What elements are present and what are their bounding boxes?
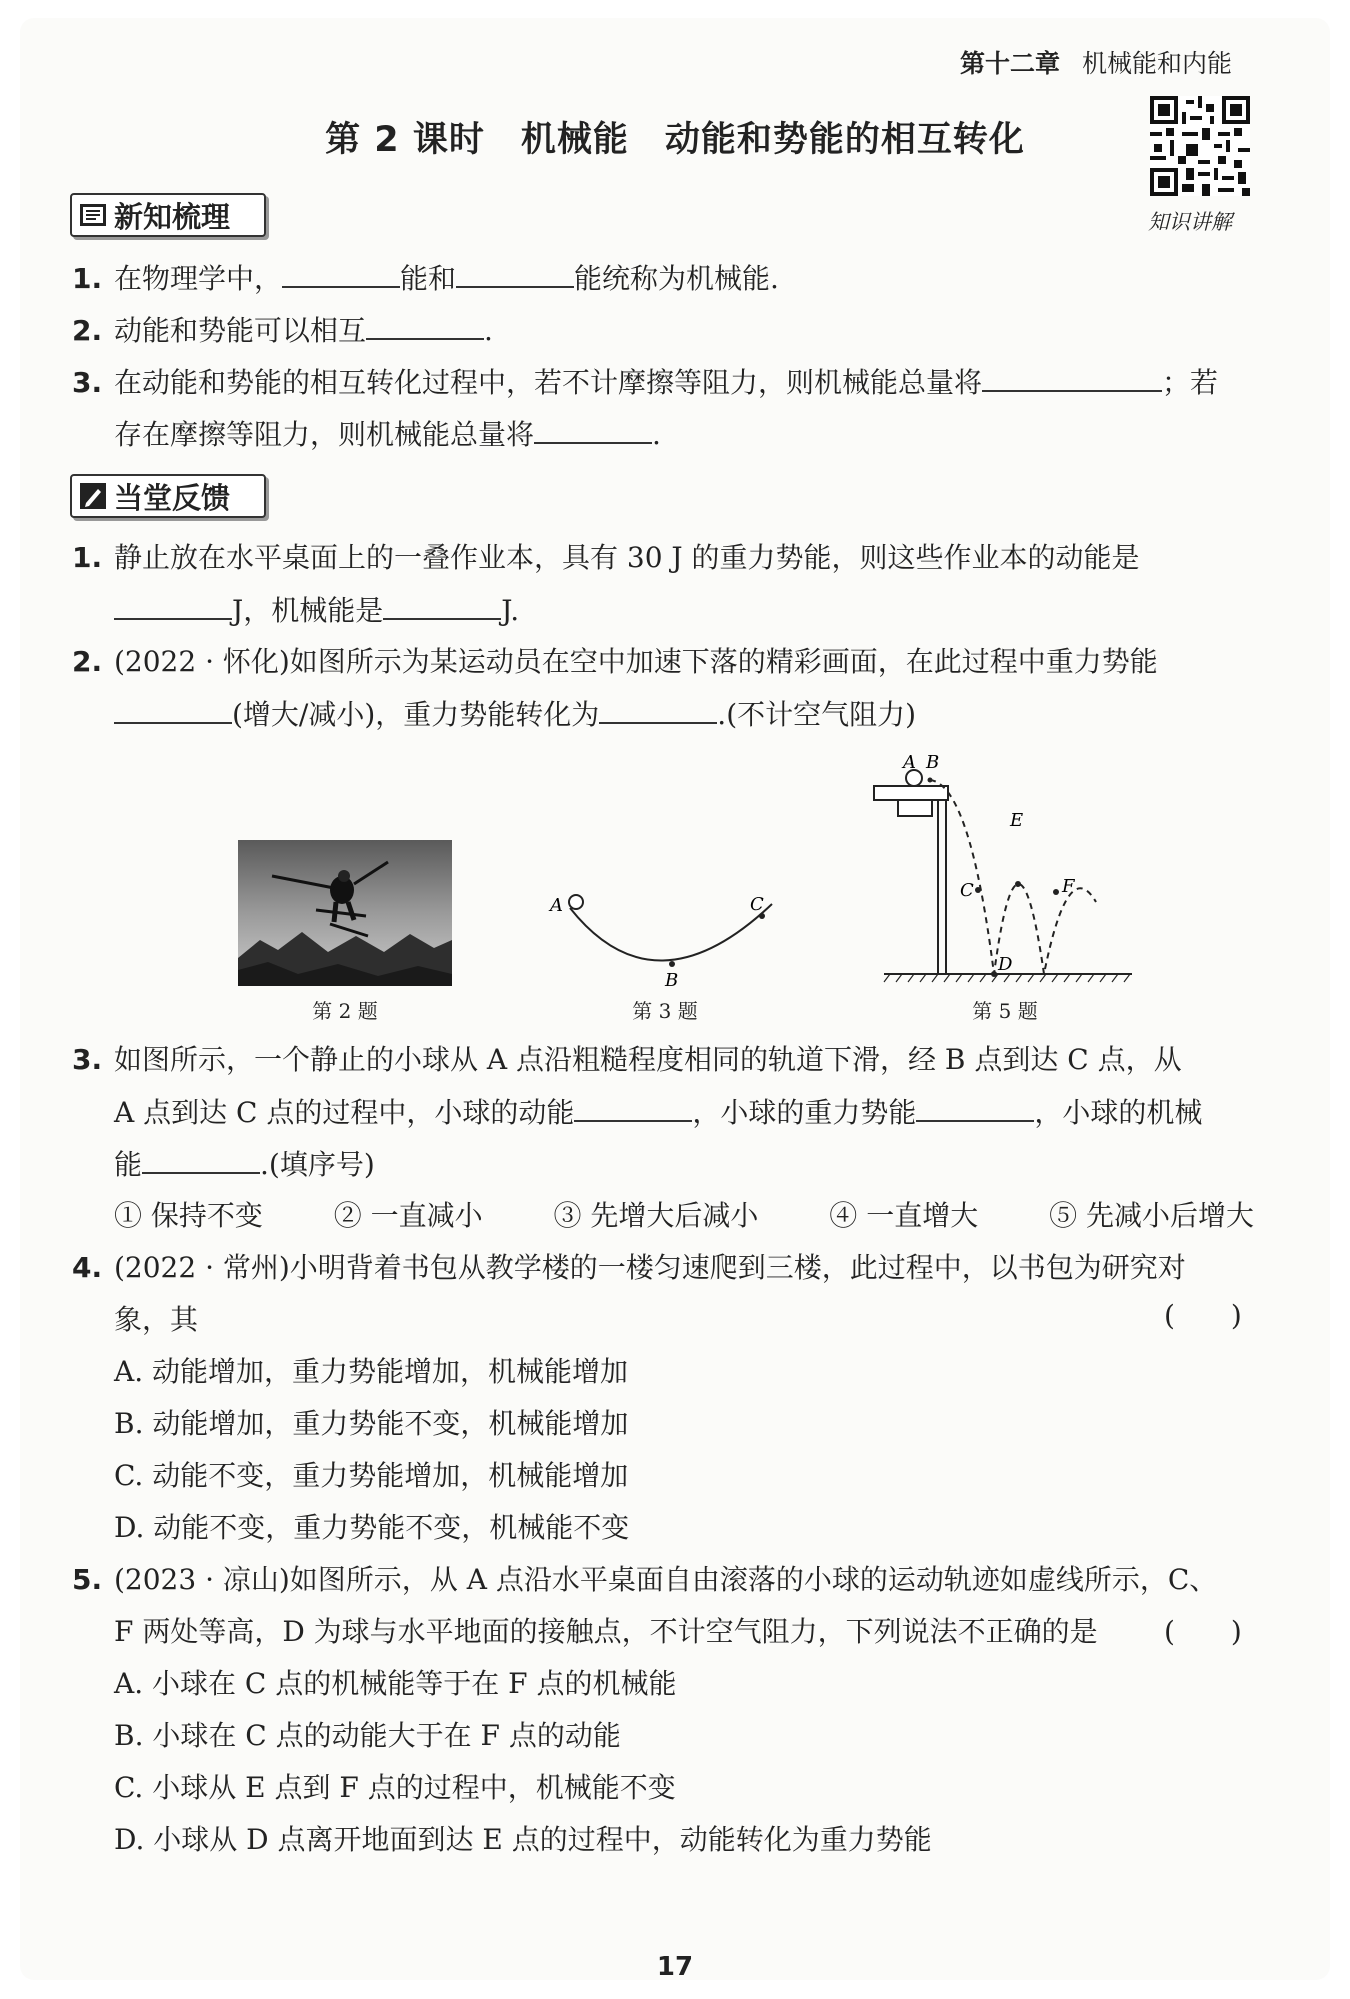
s1-item-3-cont <box>114 414 661 455</box>
answer-blank[interactable] <box>574 1092 692 1122</box>
choice-b[interactable]: B. 动能增加，重力势能不变，机械能增加 <box>114 1407 629 1440</box>
section-label: 新知梳理 <box>114 199 231 234</box>
question-number: 3. <box>72 1043 103 1076</box>
question-text: .(不计空气阻力) <box>717 698 917 731</box>
point-label: A <box>903 752 916 773</box>
chapter-number: 第十二章 <box>960 49 1061 78</box>
item-text: 在动能和势能的相互转化过程中，若不计摩擦等阻力，则机械能总量将 <box>114 366 983 399</box>
item-text: 能统称为机械能. <box>574 262 779 295</box>
qr-code-icon <box>1150 96 1250 196</box>
question-number: 5. <box>72 1563 103 1596</box>
chapter-header <box>960 44 1232 80</box>
option: ① 保持不变 <box>114 1199 263 1232</box>
answer-blank[interactable] <box>599 694 717 724</box>
q1-line-1 <box>72 538 1140 578</box>
answer-blank[interactable] <box>982 362 1162 392</box>
option: ⑤ 先减小后增大 <box>1049 1199 1254 1232</box>
question-number: 1. <box>72 541 103 574</box>
item-number: 1. <box>72 262 103 295</box>
figure-3-track <box>540 880 800 990</box>
q4-line-1 <box>72 1248 1186 1288</box>
option: ③ 先增大后减小 <box>553 1199 759 1232</box>
figure-2-skier-photo <box>238 840 452 986</box>
question-text: (增大/减小)，重力势能转化为 <box>232 698 600 731</box>
answer-parentheses[interactable]: ( ) <box>1164 1615 1242 1648</box>
point-label: E <box>1010 810 1024 831</box>
pencil-note-icon <box>78 481 108 511</box>
question-text: F 两处等高，D 为球与水平地面的接触点，不计空气阻力，下列说法不正确的是 <box>114 1615 1098 1648</box>
choice-c[interactable]: C. 动能不变，重力势能增加，机械能增加 <box>114 1459 629 1492</box>
choice-a[interactable]: A. 小球在 C 点的机械能等于在 F 点的机械能 <box>114 1667 677 1700</box>
figure-3-caption: 第 3 题 <box>632 999 698 1023</box>
question-text: (2023 · 凉山)如图所示，从 A 点沿水平桌面自由滚落的小球的运动轨迹如虚线所示，C、 <box>114 1563 1218 1596</box>
s1-item-2 <box>72 310 493 351</box>
item-text: 在物理学中， <box>114 262 283 295</box>
item-text: 动能和势能可以相互 <box>114 314 367 347</box>
question-number: 4. <box>72 1251 103 1284</box>
answer-blank[interactable] <box>916 1092 1034 1122</box>
question-text: A 点到达 C 点的过程中，小球的动能 <box>114 1096 575 1129</box>
choice-a[interactable]: A. 动能增加，重力势能增加，机械能增加 <box>114 1355 629 1388</box>
question-text: 静止放在水平桌面上的一叠作业本，具有 30 J 的重力势能，则这些作业本的动能是 <box>114 541 1140 574</box>
q4-line-2 <box>114 1300 198 1340</box>
question-text: ，小球的重力势能 <box>692 1096 917 1129</box>
page-number: 17 <box>656 1952 694 1982</box>
question-text: 象，其 <box>114 1303 199 1336</box>
figure-2-caption: 第 2 题 <box>312 999 378 1023</box>
answer-blank[interactable] <box>383 590 501 620</box>
q5-line-1 <box>72 1560 1217 1600</box>
s1-item-3 <box>72 362 1218 403</box>
option: ④ 一直增大 <box>829 1199 979 1232</box>
answer-blank[interactable] <box>366 310 484 340</box>
answer-blank[interactable] <box>114 694 232 724</box>
point-label: C <box>960 880 974 901</box>
chapter-topic: 机械能和内能 <box>1082 49 1233 78</box>
item-number: 2. <box>72 314 103 347</box>
figure-5-caption: 第 5 题 <box>972 999 1038 1023</box>
question-number: 2. <box>72 645 103 678</box>
point-label: B <box>665 970 679 990</box>
answer-blank[interactable] <box>114 590 232 620</box>
question-text: (2022 · 怀化)如图所示为某运动员在空中加速下落的精彩画面，在此过程中重力势能 <box>114 645 1158 678</box>
q2-line-2 <box>114 694 916 735</box>
answer-blank[interactable] <box>142 1144 260 1174</box>
option: ② 一直减小 <box>333 1199 483 1232</box>
point-label: D <box>998 954 1013 975</box>
item-text: ；若 <box>1162 366 1219 399</box>
answer-parentheses[interactable]: ( ) <box>1164 1299 1242 1332</box>
book-list-icon <box>78 200 108 230</box>
choice-d[interactable]: D. 小球从 D 点离开地面到达 E 点的过程中，动能转化为重力势能 <box>114 1823 932 1856</box>
lesson-title: 第 2 课时 机械能 动能和势能的相互转化 <box>325 120 1025 160</box>
choice-c[interactable]: C. 小球从 E 点到 F 点的过程中，机械能不变 <box>114 1771 676 1804</box>
ball-icon <box>569 895 583 909</box>
section-header-new-knowledge <box>70 193 266 237</box>
question-text: (2022 · 常州)小明背着书包从教学楼的一楼匀速爬到三楼，此过程中，以书包为研究对 <box>114 1251 1186 1284</box>
qr-caption: 知识讲解 <box>1148 210 1232 234</box>
section-header-class-feedback <box>70 474 266 518</box>
choice-d[interactable]: D. 动能不变，重力势能不变，机械能不变 <box>114 1511 630 1544</box>
point-label: A <box>550 895 563 916</box>
q3-line-2 <box>114 1092 1202 1133</box>
section-label: 当堂反馈 <box>114 480 231 515</box>
q1-line-2 <box>114 590 519 631</box>
item-text: . <box>484 314 493 347</box>
answer-blank[interactable] <box>282 258 400 288</box>
q3-line-1 <box>72 1040 1182 1080</box>
item-number: 3. <box>72 366 103 399</box>
answer-blank[interactable] <box>534 414 652 444</box>
question-text: .(填序号) <box>260 1148 375 1181</box>
question-text: J，机械能是 <box>232 594 384 627</box>
question-text: 如图所示，一个静止的小球从 A 点沿粗糙程度相同的轨道下滑，经 B 点到达 C 点，从 <box>114 1043 1182 1076</box>
question-text: J. <box>501 594 520 627</box>
point-label: C <box>750 894 764 915</box>
answer-blank[interactable] <box>456 258 574 288</box>
point-label: B <box>926 752 940 773</box>
q3-line-3 <box>114 1144 375 1185</box>
s1-item-1 <box>72 258 779 299</box>
question-text: 能 <box>114 1148 143 1181</box>
item-text: 能和 <box>400 262 457 295</box>
choice-b[interactable]: B. 小球在 C 点的动能大于在 F 点的动能 <box>114 1719 621 1752</box>
item-text: 存在摩擦等阻力，则机械能总量将 <box>114 418 535 451</box>
point-label: F <box>1062 876 1075 897</box>
figure-5-bouncing-ball <box>860 744 1150 994</box>
item-text: . <box>652 418 661 451</box>
question-text: ，小球的机械 <box>1034 1096 1203 1129</box>
q3-options <box>114 1196 1254 1236</box>
q5-line-2 <box>114 1612 1098 1652</box>
q2-line-1 <box>72 642 1158 682</box>
